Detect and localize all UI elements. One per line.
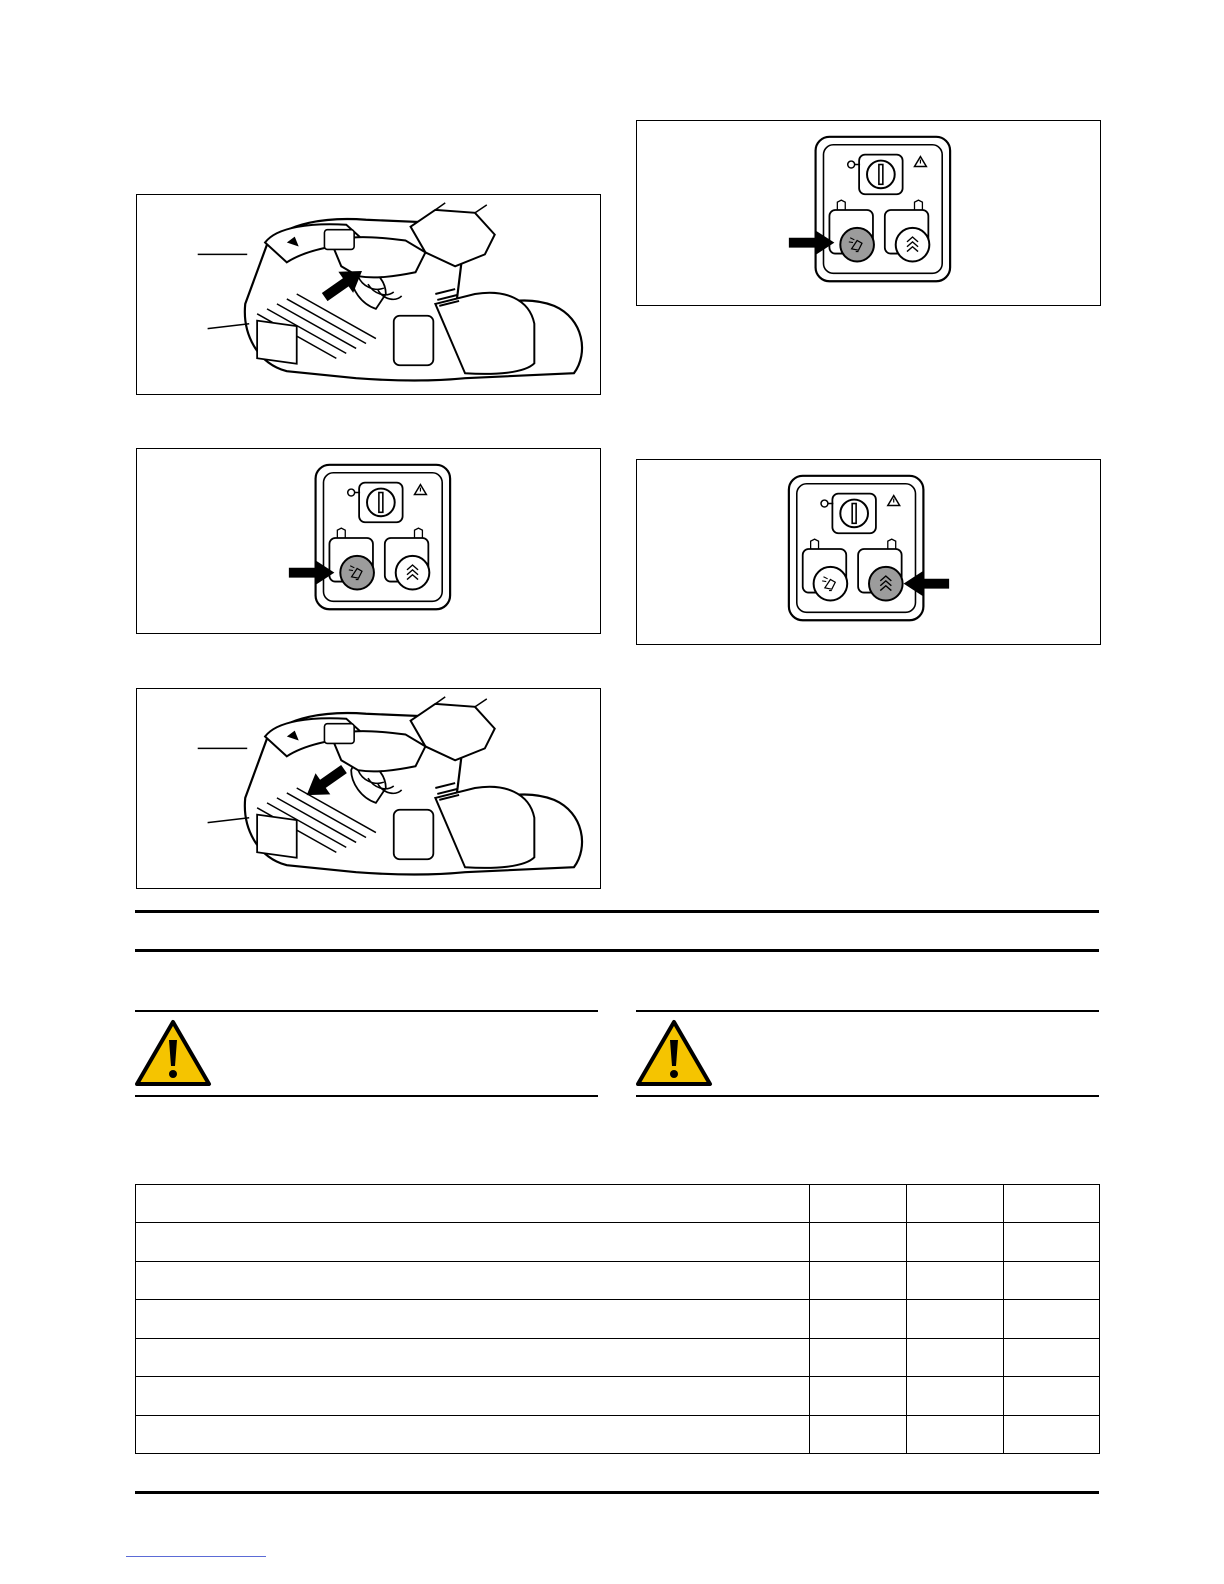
table-cell <box>907 1261 1004 1299</box>
table-cell <box>1004 1338 1100 1376</box>
table-cell <box>136 1223 810 1261</box>
table-cell <box>136 1261 810 1299</box>
table-cell <box>907 1300 1004 1338</box>
control-panel-choke-icon <box>137 449 600 633</box>
table-cell <box>1004 1261 1100 1299</box>
footer-link-underline[interactable] <box>126 1556 266 1557</box>
hand-press-lever-illustration <box>137 195 600 394</box>
table-row <box>136 1377 1100 1415</box>
table-cell <box>907 1338 1004 1376</box>
table-cell <box>136 1338 810 1376</box>
table-cell <box>136 1185 810 1223</box>
table-row <box>136 1223 1100 1261</box>
table-cell <box>136 1300 810 1338</box>
table-cell <box>907 1185 1004 1223</box>
table-cell <box>810 1185 907 1223</box>
table-row <box>136 1300 1100 1338</box>
footer-rule <box>135 1491 1099 1494</box>
hand-release-lever-illustration <box>137 689 600 888</box>
section-rule-top <box>135 910 1099 913</box>
table-cell <box>1004 1300 1100 1338</box>
table-cell <box>1004 1223 1100 1261</box>
table-cell <box>810 1223 907 1261</box>
table-cell <box>907 1377 1004 1415</box>
table-row <box>136 1415 1100 1453</box>
figure-release-lever <box>136 688 601 889</box>
warning-right-top-rule <box>636 1010 1099 1012</box>
figure-panel-choke-left <box>136 448 601 634</box>
section-rule-bottom <box>135 949 1099 952</box>
warning-triangle-icon <box>635 1018 713 1088</box>
table-cell <box>810 1377 907 1415</box>
table-cell <box>810 1261 907 1299</box>
control-panel-choke-icon <box>637 121 1100 305</box>
table-cell <box>907 1223 1004 1261</box>
table-cell <box>810 1300 907 1338</box>
table-row <box>136 1338 1100 1376</box>
warning-triangle-icon <box>134 1018 212 1088</box>
table-cell <box>907 1415 1004 1453</box>
warning-left-top-rule <box>135 1010 598 1012</box>
table-cell <box>810 1415 907 1453</box>
spec-table <box>135 1184 1100 1454</box>
control-panel-accelerate-icon <box>637 460 1100 644</box>
warning-right-bottom-rule <box>636 1095 1099 1097</box>
figure-panel-choke-right <box>636 120 1101 306</box>
table-row <box>136 1261 1100 1299</box>
table-cell <box>1004 1415 1100 1453</box>
warning-left-bottom-rule <box>135 1095 598 1097</box>
table-row <box>136 1185 1100 1223</box>
table-cell <box>136 1377 810 1415</box>
figure-panel-accelerate <box>636 459 1101 645</box>
table-cell <box>1004 1377 1100 1415</box>
table-cell <box>810 1338 907 1376</box>
figure-press-lever <box>136 194 601 395</box>
table-cell <box>136 1415 810 1453</box>
table-cell <box>1004 1185 1100 1223</box>
